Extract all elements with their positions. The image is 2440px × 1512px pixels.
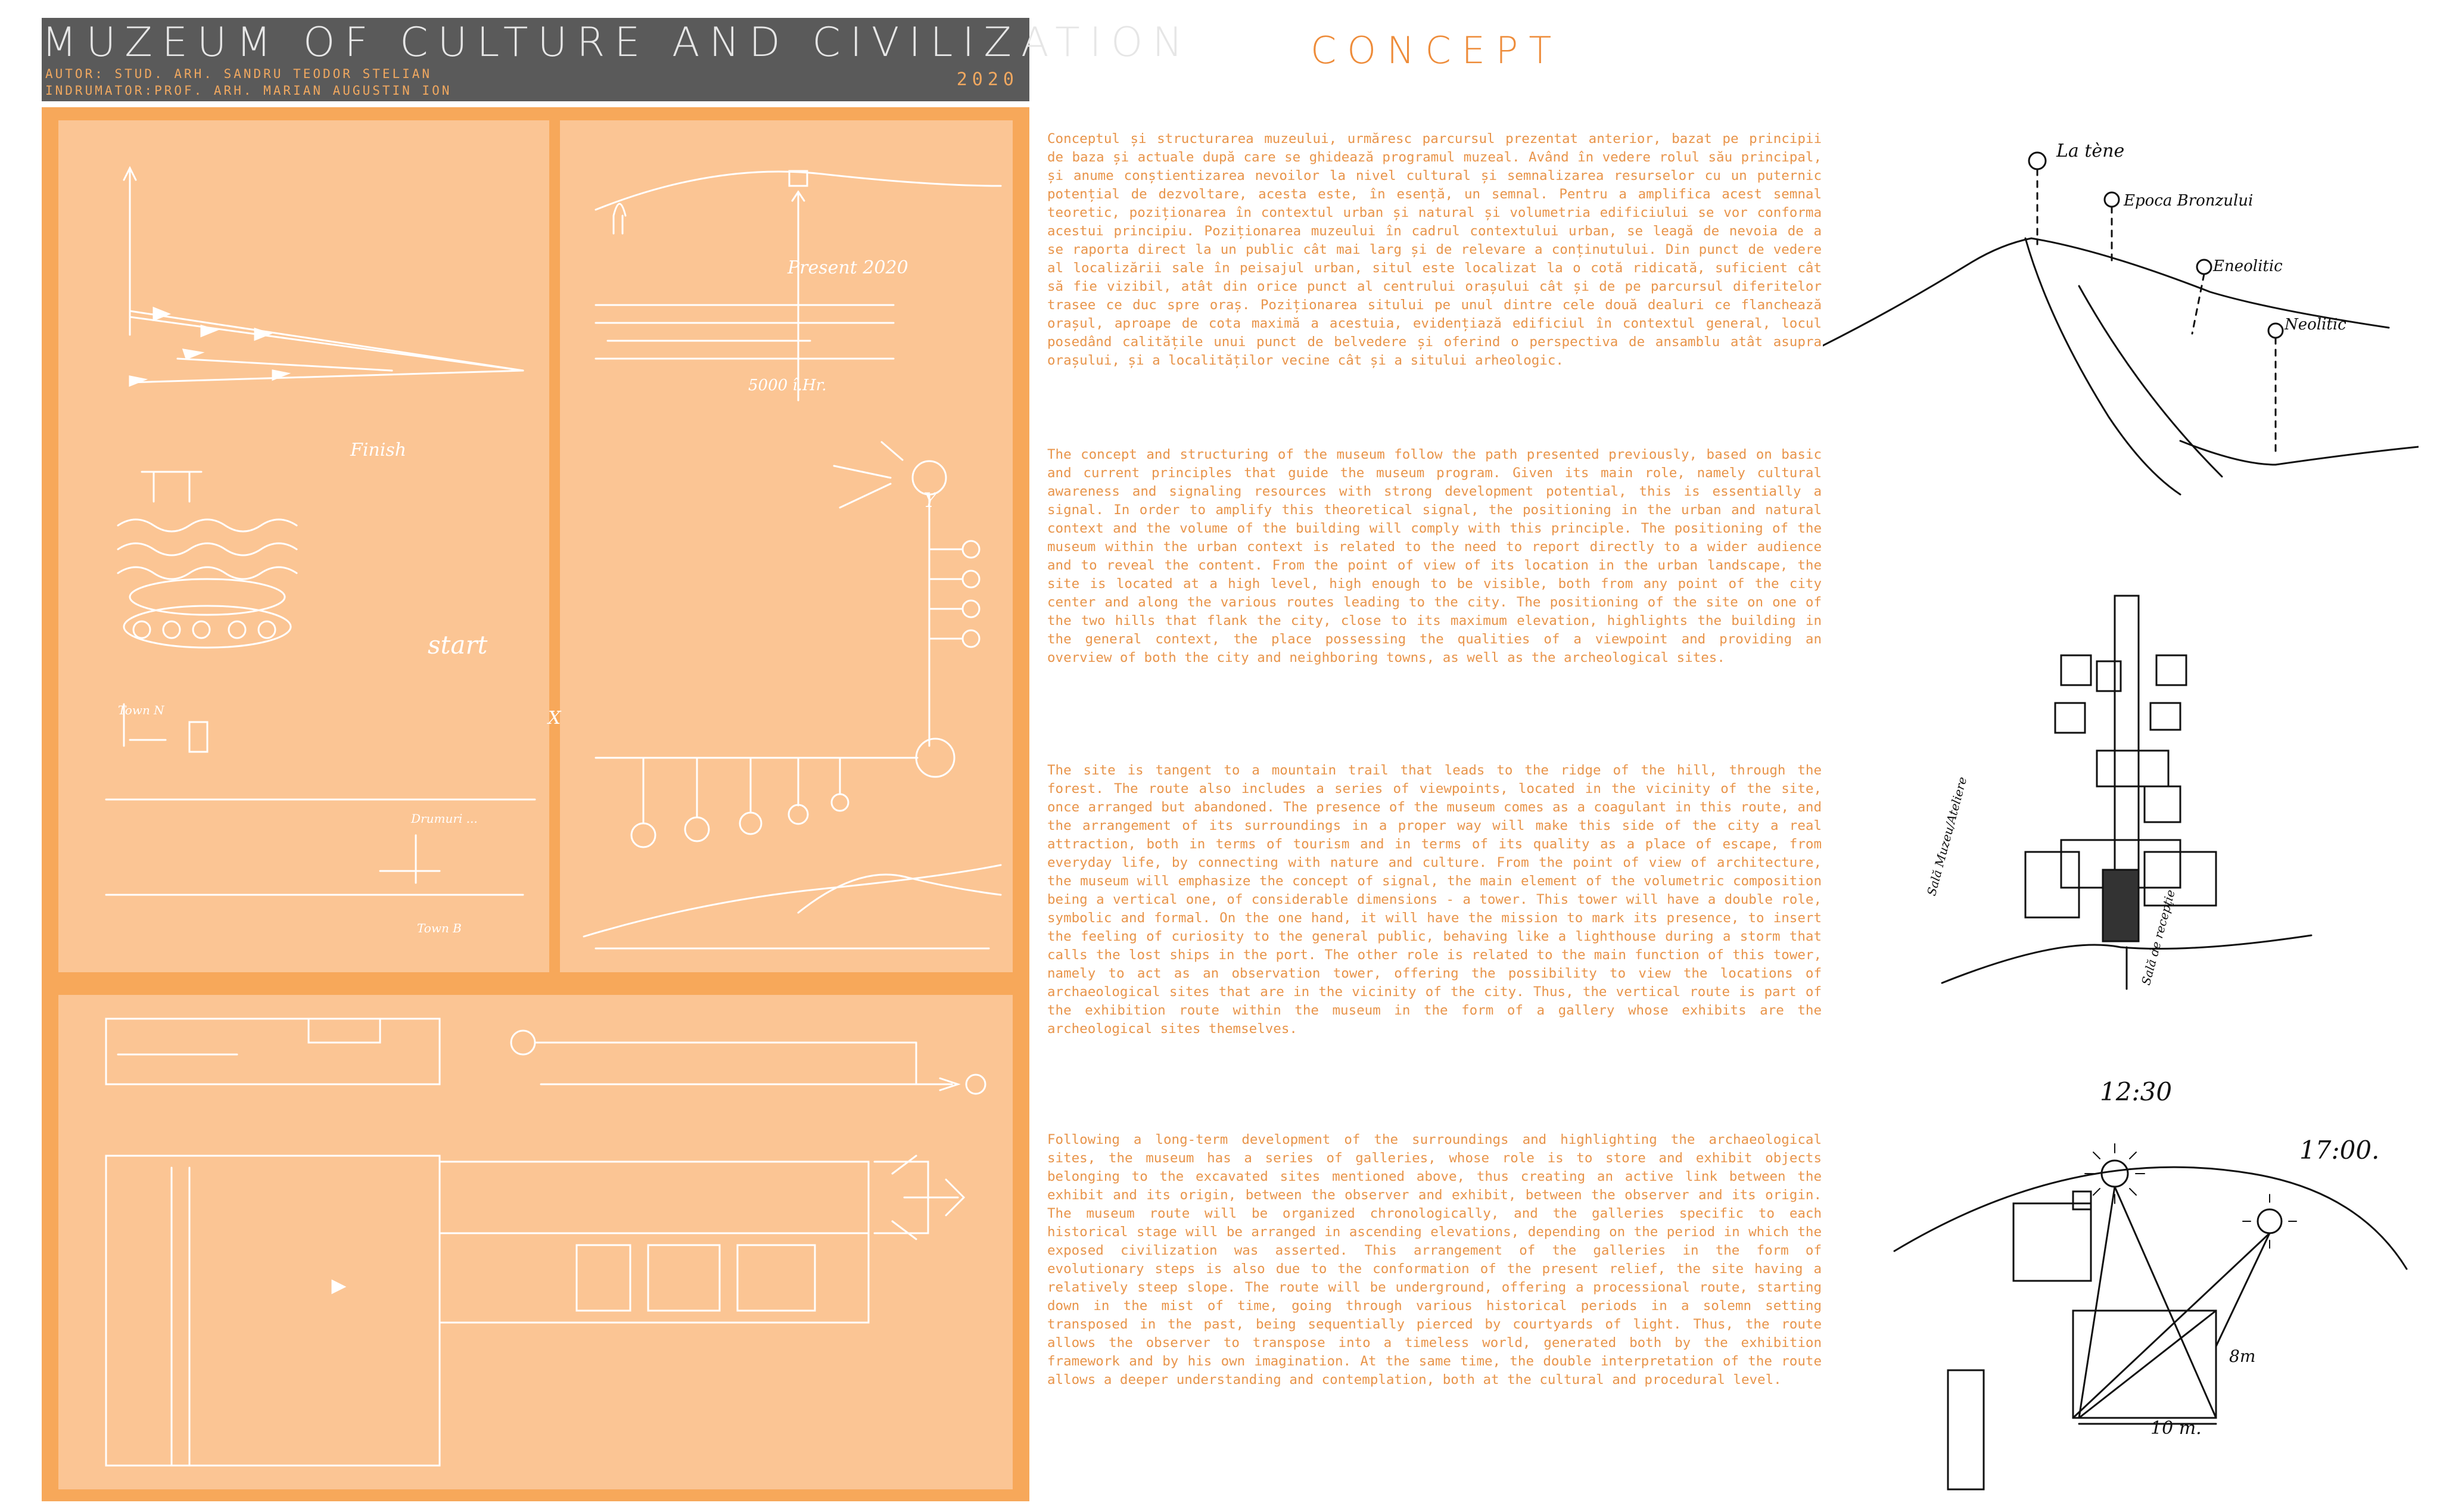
concept-title: CONCEPT: [1311, 29, 1563, 72]
label-la-tene: La tène: [2056, 141, 2125, 161]
paragraph-en-2: The site is tangent to a mountain trail that leads to the ridge of the hill, through the forest. The route also includes a series of viewpoints, located in the vicinity of the site, once arranged but abandoned. The presence of the museum comes as a coagulant in this route, and the arrangement of its surroundings in a proper way will make this side of the city a real attraction, both in terms of tourism and in terms of its quality as a place of escape, from everyday life, by connecting with nature and culture. From the point of view of architecture, the museum will emphasize the concept of signal, the main element of the volumetric composition being a vertical one, of considerable dimensions - a tower. This tower will have a double role, symbolic and formal. On the one hand, it will have the mission to mark its presence, to insert the feeling of curiosity to the general public, behaving like a lighthouse during a storm that calls the lost ships in the port. The other role is related to the main function of this tower, namely to act as an observation tower, offering the possibility to view the locations of archaeological sites that are in the vicinity of the city. Thus, the vertical route is part of the exhibition route within the museum in the form of a gallery whose exhibits are the archeological sites themselves.: [1047, 763, 1822, 1037]
sketch-plan-drawing: [58, 995, 1013, 1489]
label-past: 5000 î.Hr.: [748, 377, 827, 394]
sketch-perspective-drawing: [58, 120, 549, 972]
label-neolitic: Neolitic: [2285, 316, 2346, 334]
label-axis-x: X: [548, 708, 561, 729]
sketch-tower: [1906, 590, 2323, 1019]
sketch-panel: [42, 107, 1029, 1501]
label-eneolitic: Eneolitic: [2213, 257, 2283, 275]
tower-drawing: [1906, 590, 2323, 1019]
sketch-route: [560, 120, 1013, 972]
project-year: 2020: [956, 69, 1019, 90]
label-present: Present 2020: [788, 257, 908, 278]
project-title: MUZEUM OF CULTURE AND CIVILIZATION: [42, 19, 1193, 66]
label-axis-y: Y: [923, 489, 937, 512]
label-section-bottom: Town B: [417, 921, 462, 935]
label-time-1230: 12:30: [2100, 1077, 2173, 1106]
label-start: start: [428, 630, 488, 659]
supervisor-line: INDRUMATOR:PROF. ARH. MARIAN AUGUSTIN ION: [45, 83, 452, 98]
label-tower-right: Sală de recepție: [2139, 888, 2178, 987]
author-line: AUTOR: STUD. ARH. SANDRU TEODOR STELIAN: [45, 67, 432, 81]
label-time-1700: 17:00.: [2299, 1135, 2380, 1165]
label-width-10m: 10 m.: [2150, 1418, 2202, 1439]
label-height-8m: 8m: [2229, 1346, 2256, 1366]
label-epoca-bronzului: Epoca Bronzului: [2124, 192, 2254, 210]
paragraph-en-1: The concept and structuring of the museum follow the path presented previously, based on basic and current principles that guide the museum program. Given its main role, namely cultural awareness and signaling resources with strong development potential, this is essentially a signal. In order to amplify this theoretical signal, the positioning in the urban and natural context and the volume of the building will comply with this principle. The positioning of the museum within the urban context is related to the need to report directly to a wider audience and to reveal the content. From the point of view of its location in the urban landscape, the site is located at a high level, high enough to be visible, both from any point of the city center and along the various routes leading to the city. The positioning of the site on one of the two hills that flank the city, close to its maximum elevation, highlights the building in the general context, the place possessing the qualities of a viewpoint and providing an overview of both the city and neighboring towns, as well as the archeological sites.: [1047, 447, 1822, 665]
paragraph-en-3: Following a long-term development of the surroundings and highlighting the archaeological sites, the museum has a series of galleries, whose role is to store and exhibit objects belonging to the excavated sites mentioned above, thus creating an active link between the exhibit and its origin, between the observer and exhibit, between the observer and its origin. The museum route will be organized chronologically, and the galleries specific to each historical stage will be arranged in ascending elevations, depending on the period in which the exposed civilization was asserted. This arrangement of the galleries in the form of evolutionary steps is also due to the conformation of the present relief, the site having a relatively steep slope. The route will be underground, offering a processional route, starting down in the mist of time, going through various historical periods in a solemn setting transposed in the past, being sequentially pierced by courtyards of light. Thus, the route allows the observer to transpose into a timeless world, generated both by the exhibition framework and by his own imagination. At the same time, the double interpretation of the route allows a deeper understanding and contemplation, both at the cultural and procedural level.: [1047, 1132, 1822, 1387]
header-banner: [42, 18, 1193, 101]
sketch-route-drawing: [560, 120, 1013, 972]
sketch-plan: [58, 995, 1013, 1489]
label-section-top: Town N: [118, 703, 164, 717]
sketch-perspective: [58, 120, 549, 972]
label-section-middle: Drumuri ...: [411, 811, 478, 826]
label-finish: Finish: [350, 440, 407, 461]
paragraph-ro: Conceptul și structurarea muzeului, urmăresc parcursul prezentat anterior, bazat pe principii de baza și actuale după care se ghidează programul muzeal. Având în vedere rolul său principal, și anume conștientizarea nevoilor la nivel cultural și semnalizarea resurselor cu un puternic potențial de dezvoltare, acesta este, în esență, un semnal. Pentru a amplifica acest semnal teoretic, poziționarea în contextul urban și natural și volumetria edificiului se vor conforma acestui principiu. Poziționarea muzeului în cadrul contextului urban, se leagă de nevoia de a se raporta direct la un public cât mai larg și de relevare a conținutului. Din punct de vedere al localizării sale în peisajul urban, situl este localizat la o cotă ridicată, suficient cât să fie vizibil, atât din orice punct al centrului orașului cât și de pe parcursul diferitelor trasee ce duc spre oraș. Poziționarea sitului pe unul dintre cele două dealuri ce flanchează orașul, aproape de cota maximă a acestuia, evidențiază edificiul în contextul general, locul posedând calitățile unui punct de belvedere și oferind o perspectiva de ansamblu atât asupra orașului, și a localităților vecine cât și a sitului arheologic.: [1047, 131, 1822, 368]
label-tower-left: Sală Muzeu/Ateliere: [1924, 775, 1970, 898]
